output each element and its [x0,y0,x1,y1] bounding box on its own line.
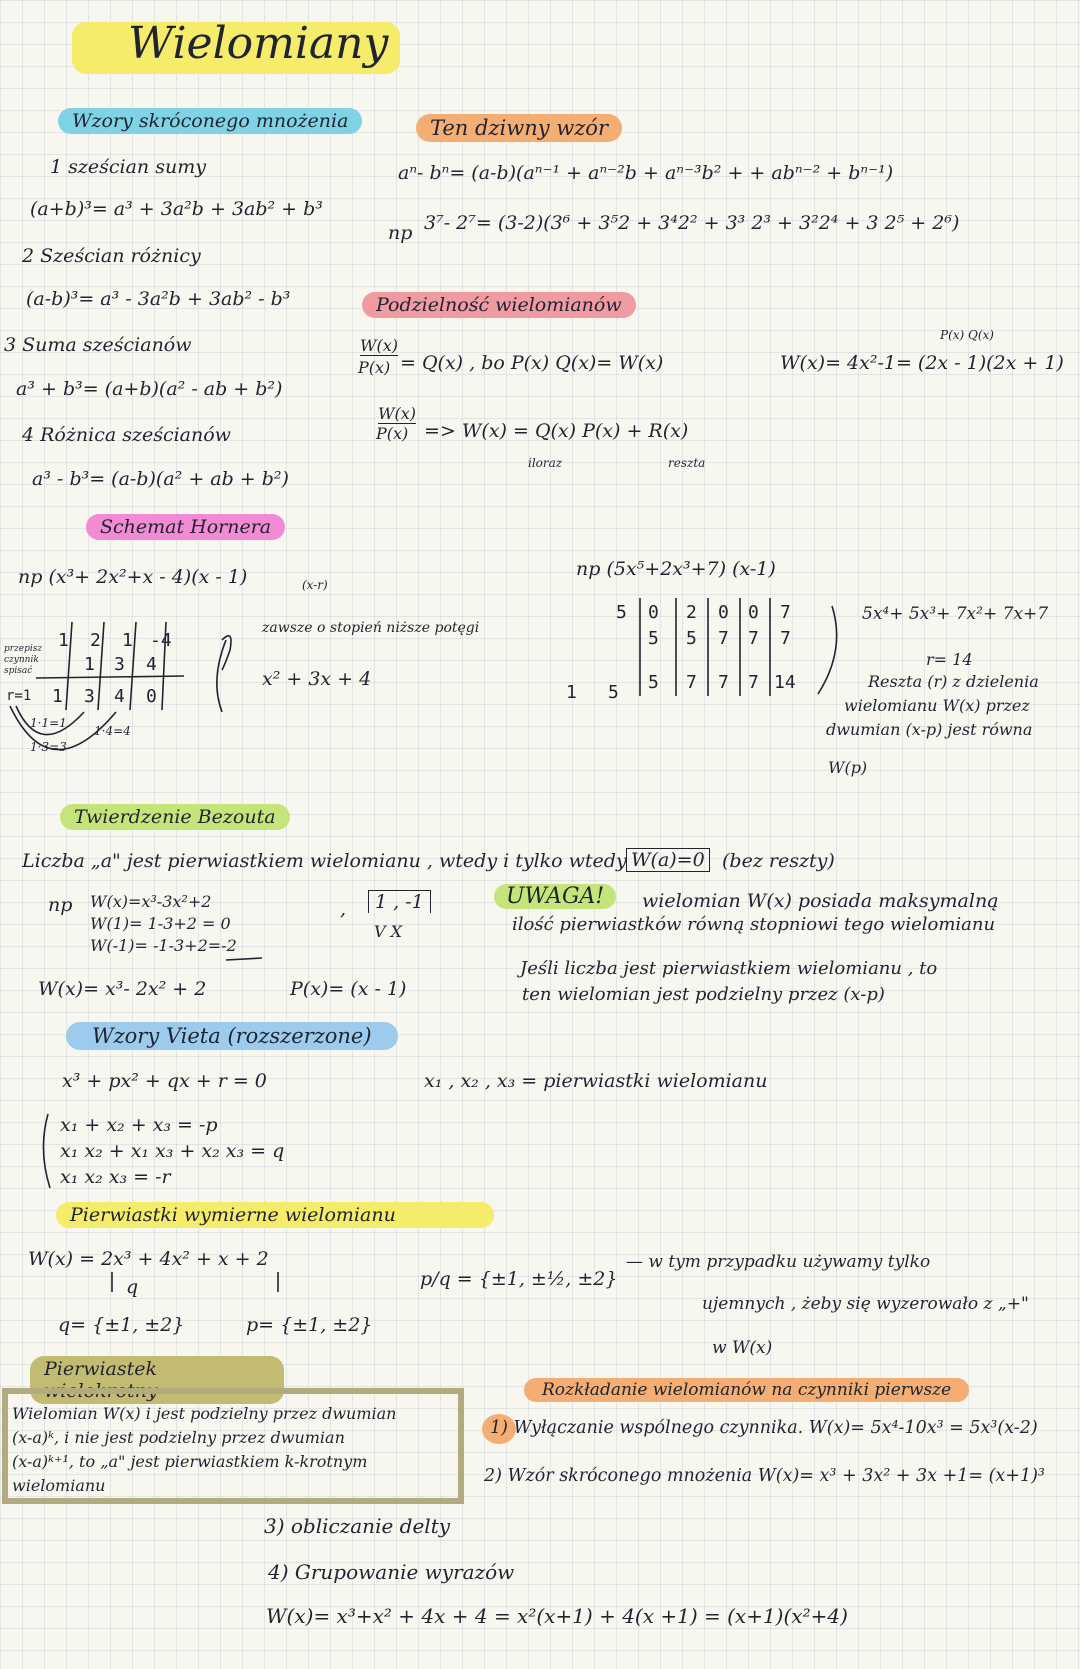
s4-note: zawsze o stopień niższe potęgi [262,620,480,636]
s4-remainder-3: dwumian (x-p) jest równa [826,720,1033,739]
s6-vieta-3: x₁ x₂ x₃ = -r [60,1166,171,1188]
page-title: Wielomiany [128,18,389,69]
horner2-prod-1: 5 [686,628,697,649]
s8-box-line-1: Wielomian W(x) i jest podzielny przez dwumian [12,1404,397,1423]
horner1-vline-1 [98,622,104,710]
section-header-divisibility: Podzielność wielomianów [362,292,636,318]
s2-np: np [388,222,413,244]
horner1-mult-3: 1·4=4 [94,724,131,738]
horner2-prod-2: 7 [718,628,729,649]
s5-statement: Liczba „a" jest pierwiastkiem wielomianu , wtedy i tylko wtedy [22,850,627,872]
s6-vieta-2: x₁ x₂ + x₁ x₃ + x₂ x₃ = q [60,1140,285,1162]
s5-ex2: W(1)= 1-3+2 = 0 [90,914,231,933]
s4-remainder-1: Reszta (r) z dzielenia [868,672,1039,691]
s9-item-1: 1) Wyłączanie wspólnego czynnika. W(x)= 5x⁴-10x³ = 5x³(x-2) [490,1418,1038,1438]
s3-line3: => W(x) = Q(x) P(x) + R(x) [424,420,689,442]
s5-uwaga-2: ilość pierwiastków równą stopniowi tego wielomianu [512,914,996,935]
horner2-res-4: 7 [748,672,759,693]
s4-result2: 5x⁴+ 5x³+ 7x²+ 7x+7 [862,604,1049,624]
horner1-coef-0: 1 [58,630,69,651]
s5-check: V X [374,922,403,941]
horner2-coef-4: 0 [748,602,759,623]
horner2-res-3: 7 [718,672,729,693]
section-header-vieta: Wzory Vieta (rozszerzone) [66,1022,398,1050]
section-header-strange-formula: Ten dziwny wzór [416,114,622,142]
horner1-res-0: 1 [52,686,63,707]
s3-label-iloraz: iloraz [528,456,563,470]
horner2-res-0: 5 [608,682,619,703]
horner2-coef-2: 2 [686,602,697,623]
horner2-prod-4: 7 [780,628,791,649]
s3-line2: W(x)= 4x²-1= (2x - 1)(2x + 1) [780,352,1064,374]
s5-uwaga-1: wielomian W(x) posiada maksymalną [642,890,999,912]
section-header-factorization: Rozkładanie wielomianów na czynniki pierwsze [524,1378,969,1402]
horner1-vline-3 [162,622,166,710]
horner1-mult-1: 1·1=1 [30,716,67,730]
s4-r14: r= 14 [926,650,973,669]
s7-q-arrow: q [126,1276,139,1298]
s1-line1: 1 sześcian sumy [50,156,206,178]
s9-item-3: 3) obliczanie delty [264,1514,451,1538]
horner2-coef-1: 0 [648,602,659,623]
bezout-underline [226,958,262,960]
s3-fraction1-den: P(x) [358,358,391,377]
horner1-mult-2: 1·3=3 [30,740,67,754]
s1-line4: (a-b)³= a³ - 3a²b + 3ab² - b³ [26,288,291,310]
s5-ex4: W(x)= x³- 2x² + 2 [38,978,207,1000]
horner2-res-2: 7 [686,672,697,693]
s2-line1: aⁿ- bⁿ= (a-b)(aⁿ⁻¹ + aⁿ⁻²b + aⁿ⁻³b² + + abⁿ⁻² + bⁿ⁻¹) [398,162,894,184]
horner1-r: r=1 [6,688,32,704]
s1-line5: 3 Suma sześcianów [4,334,192,356]
horner1-vline-0 [66,622,72,710]
s9-item-4: 4) Grupowanie wyrazów [268,1560,515,1584]
s5-jesli-1: Jeśli liczba jest pierwiastkiem wielomianu , to [520,958,938,979]
s8-box-line-4: wielomianu [12,1476,106,1495]
horner1-hline [36,676,184,678]
horner1-vline-2 [130,622,136,710]
s5-ex5: P(x)= (x - 1) [290,978,407,1000]
section-header-short-mult: Wzory skróconego mnożenia [58,108,362,134]
s4-remainder-2: wielomianu W(x) przez [844,696,1030,715]
s5-wa-box: W(a)=0 [626,848,710,872]
horner2-brace [818,606,837,694]
section-header-rational-roots: Pierwiastki wymierne wielomianu [56,1202,494,1228]
s1-line3: 2 Sześcian różnicy [22,245,201,267]
horner1-arc-2 [10,706,116,750]
s3-fraction1-num: W(x) [360,336,398,355]
section-header-horner: Schemat Hornera [86,514,285,540]
s3-fraction2-num: W(x) [378,404,416,423]
horner2-prod-3: 7 [748,628,759,649]
horner1-prod-0: 1 [84,654,95,675]
horner2-coef-5: 7 [780,602,791,623]
s7-note-1: — w tym przypadku używamy tylko [626,1252,931,1272]
horner2-prod-0: 5 [648,628,659,649]
vieta-brace [43,1114,50,1188]
horner1-coef-1: 2 [90,630,101,651]
s5-np: np [48,894,73,916]
s3-fraction2-den: P(x) [376,424,409,443]
section-header-multiple-root: Pierwiastek wielokrotny [30,1356,284,1404]
s1-line8: a³ - b³= (a-b)(a² + ab + b²) [32,468,289,490]
s5-comma: , [340,898,347,920]
horner1-coef-2: 1 [122,630,133,651]
horner1-prod-2: 4 [146,654,157,675]
s5-jesli-2: ten wielomian jest podzielny przez (x-p) [522,984,885,1005]
s8-box-line-3: (x-a)ᵏ⁺¹, to „a" jest pierwiastkiem k-krotnym [12,1452,368,1471]
s1-line6: a³ + b³= (a+b)(a² - ab + b²) [16,378,283,400]
s3-label-reszta: reszta [668,456,706,470]
s6-roots-note: x₁ , x₂ , x₃ = pierwiastki wielomianu [424,1070,768,1092]
horner1-brace [217,640,226,712]
s4-remainder-4: W(p) [828,758,868,777]
s4-xr-label: (x-r) [302,578,328,592]
s5-ex3: W(-1)= -1-3+2=-2 [90,936,237,955]
horner2-coef-0: 5 [616,602,627,623]
horner2-r: 1 [566,682,577,703]
s7-polynomial: W(x) = 2x³ + 4x² + x + 2 [28,1248,269,1270]
s7-p-set: p= {±1, ±2} [246,1314,373,1336]
s4-result1: x² + 3x + 4 [262,668,372,690]
horner2-res-1: 5 [648,672,659,693]
section-header-bezout: Twierdzenie Bezouta [60,804,290,830]
horner2-coef-3: 0 [718,602,729,623]
s3-pq-labels: P(x) Q(x) [940,328,994,342]
horner1-res-1: 3 [84,686,95,707]
s5-bracket: 1 , -1 [368,890,431,913]
s5-ex1: W(x)=x³-3x²+2 [90,892,212,911]
s3-line1: = Q(x) , bo P(x) Q(x)= W(x) [400,352,664,374]
s8-box-line-2: (x-a)ᵏ, i nie jest podzielny przez dwumian [12,1428,345,1447]
s4-example1: np (x³+ 2x²+x - 4)(x - 1) [18,566,248,588]
horner1-res-2: 4 [114,686,125,707]
horner1-label-3: spisać [4,666,33,676]
s6-equation: x³ + px² + qx + r = 0 [62,1070,267,1092]
s5-uwaga-badge: UWAGA! [494,884,616,909]
s9-item-2: 2) Wzór skróconego mnożenia W(x)= x³ + 3x² + 3x +1= (x+1)³ [484,1466,1045,1486]
s1-line7: 4 Różnica sześcianów [22,424,231,446]
s7-note-3: w W(x) [712,1338,773,1358]
s1-line2: (a+b)³= a³ + 3a²b + 3ab² + b³ [30,198,323,220]
s6-vieta-1: x₁ + x₂ + x₃ = -p [60,1114,218,1136]
horner1-label-2: czynnik [4,655,39,665]
horner1-label-1: przepisz [4,644,43,654]
s7-note-2: ujemnych , żeby się wyzerowało z „+" [702,1294,1029,1314]
s2-line2: 3⁷- 2⁷= (3-2)(3⁶ + 3⁵2 + 3⁴2² + 3³ 2³ + 3²2⁴ + 3 2⁵ + 2⁶) [424,212,960,234]
s9-item-5: W(x)= x³+x² + 4x + 4 = x²(x+1) + 4(x +1) = (x+1)(x²+4) [266,1604,848,1628]
s5-no-remainder: (bez reszty) [722,850,835,872]
horner2-res-5: 14 [774,672,796,693]
horner1-prod-1: 3 [114,654,125,675]
s4-example2: np (5x⁵+2x³+7) (x-1) [576,558,776,580]
horner1-coef-3: -4 [150,630,172,651]
s7-q-set: q= {±1, ±2} [58,1314,185,1336]
horner1-arc-1 [16,706,84,735]
s7-pq-set: p/q = {±1, ±½, ±2} [420,1268,618,1290]
horner1-res-3: 0 [146,686,157,707]
